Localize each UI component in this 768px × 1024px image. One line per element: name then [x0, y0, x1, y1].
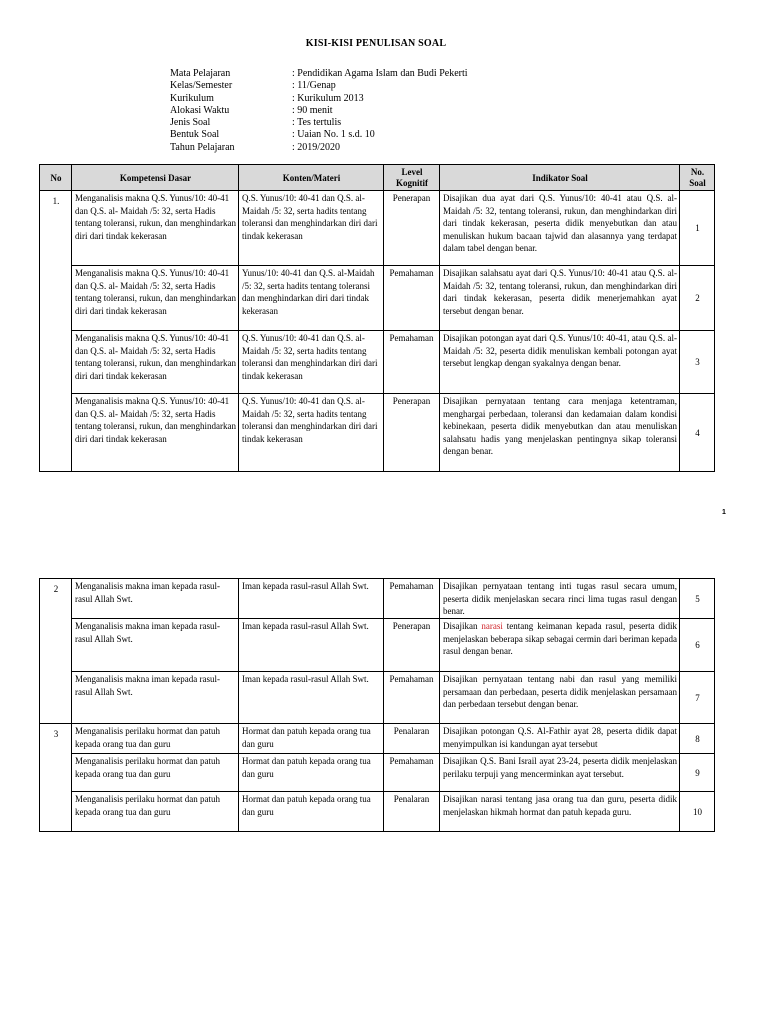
- material-cell: Iman kepada rasul-rasul Allah Swt.: [239, 619, 384, 672]
- table-header-row: [40, 165, 715, 191]
- question-number-cell: 2: [680, 266, 715, 331]
- question-number-cell: 10: [680, 792, 715, 832]
- info-label: Jenis Soal: [170, 117, 211, 129]
- indicator-text: tentang keimanan kepada rasul, peserta didik menjelaskan beberapa sikap sebagai cermin dari beriman kepada rasul dengan benar.: [443, 621, 677, 656]
- material-cell: Hormat dan patuh kepada orang tua dan guru: [239, 754, 384, 792]
- competency-cell: Menganalisis perilaku hormat dan patuh kepada orang tua dan guru: [72, 792, 239, 832]
- level-cell: Pemahaman: [384, 672, 440, 724]
- level-cell: Penerapan: [384, 394, 440, 472]
- material-cell: Q.S. Yunus/10: 40-41 dan Q.S. al-Maidah /5: 32, serta hadits tentang toleransi dan menghindarkan diri dari tindak kekerasan: [239, 191, 384, 266]
- header-no: No: [40, 165, 72, 191]
- question-number-cell: 8: [680, 724, 715, 754]
- indicator-cell: Disajikan potongan ayat dari Q.S. Yunus/10: 40-41, atau Q.S. al-Maidah /5: 32, peserta didik menuliskan kembali potongan ayat tersebut lengkap dengan syakalnya dengan benar.: [440, 331, 680, 394]
- row-number: 1.: [40, 191, 72, 472]
- header-material: Konten/Materi: [239, 165, 384, 191]
- material-cell: Iman kepada rasul-rasul Allah Swt.: [239, 672, 384, 724]
- indicator-cell: Disajikan salahsatu ayat dari Q.S. Yunus/10: 40-41 atau Q.S. al- Maidah /5: 32, tentang toleransi, rukun, dan menghindarkan diri dari tindak kekerasan, peserta didik menerjemahkan ayat tersebut dengan benar.: [440, 266, 680, 331]
- material-cell: Iman kepada rasul-rasul Allah Swt.: [239, 579, 384, 619]
- header-question-number: No. Soal: [680, 165, 715, 191]
- indicator-cell: Disajikan pernyataan tentang cara menjaga ketentraman, menghargai perbedaan, toleransi dan kedamaian dalam kondisi kebinekaan, peserta didik menyebutkan dan atau menuliskan salahsatu hadis yang menjelaskan pentingnya sikap toleransi dengan benar.: [440, 394, 680, 472]
- header-cognitive-level: Level Kognitif: [384, 165, 440, 191]
- material-cell: Hormat dan patuh kepada orang tua dan guru: [239, 792, 384, 832]
- info-value: : 90 menit: [292, 104, 333, 116]
- level-cell: Pemahaman: [384, 579, 440, 619]
- competency-cell: Menganalisis makna Q.S. Yunus/10: 40-41 dan Q.S. al- Maidah /5: 32, serta Hadis tentang toleransi, rukun, dan menghindarkan diri dari tindak kekerasan: [72, 331, 239, 394]
- header-competency: Kompetensi Dasar: [72, 165, 239, 191]
- grid-table-page-1: [39, 164, 715, 472]
- competency-cell: Menganalisis makna iman kepada rasul-rasul Allah Swt.: [72, 579, 239, 619]
- table-row: [40, 724, 715, 754]
- question-number-cell: 1: [680, 191, 715, 266]
- info-value: : 2019/2020: [292, 141, 341, 153]
- material-cell: Hormat dan patuh kepada orang tua dan guru: [239, 724, 384, 754]
- info-label: Kelas/Semester: [170, 80, 233, 92]
- info-row-subject: [170, 68, 468, 80]
- indicator-cell: [440, 619, 680, 672]
- info-value: : Uaian No. 1 s.d. 10: [292, 129, 375, 141]
- level-cell: Penalaran: [384, 724, 440, 754]
- question-number-cell: 4: [680, 394, 715, 472]
- table-row: [40, 792, 715, 832]
- level-cell: Penerapan: [384, 191, 440, 266]
- material-cell: Yunus/10: 40-41 dan Q.S. al-Maidah /5: 32, serta hadits tentang toleransi dan menghindarkan diri dari tindak kekerasan: [239, 266, 384, 331]
- competency-cell: Menganalisis perilaku hormat dan patuh kepada orang tua dan guru: [72, 754, 239, 792]
- indicator-cell: Disajikan pernyataan tentang inti tugas rasul secara umum, peserta didik menjelaskan secara rinci lima tugas rasul dengan benar.: [440, 579, 680, 619]
- question-number-cell: 5: [680, 579, 715, 619]
- table-row: [40, 579, 715, 619]
- material-cell: Q.S. Yunus/10: 40-41 dan Q.S. al-Maidah /5: 32, serta hadits tentang toleransi dan menghindarkan diri dari tindak kekerasan: [239, 394, 384, 472]
- table-row: [40, 266, 715, 331]
- competency-cell: Menganalisis makna iman kepada rasul-rasul Allah Swt.: [72, 672, 239, 724]
- info-row-year: [170, 142, 468, 154]
- table-row: [40, 394, 715, 472]
- table-row: [40, 619, 715, 672]
- highlighted-word: narasi: [481, 621, 503, 631]
- table-row: [40, 754, 715, 792]
- level-cell: Pemahaman: [384, 266, 440, 331]
- question-number-cell: 9: [680, 754, 715, 792]
- question-number-cell: 6: [680, 619, 715, 672]
- level-cell: Penerapan: [384, 619, 440, 672]
- competency-cell: Menganalisis makna iman kepada rasul-rasul Allah Swt.: [72, 619, 239, 672]
- row-number: 2: [40, 579, 72, 724]
- level-cell: Pemahaman: [384, 754, 440, 792]
- competency-cell: Menganalisis perilaku hormat dan patuh kepada orang tua dan guru: [72, 724, 239, 754]
- competency-cell: Menganalisis makna Q.S. Yunus/10: 40-41 dan Q.S. al- Maidah /5: 32, serta Hadis tentang toleransi, rukun, dan menghindarkan diri dari tindak kekerasan: [72, 394, 239, 472]
- indicator-cell: Disajikan pernyataan tentang nabi dan rasul yang memiliki persamaan dan perbedaan, peserta didik menjelaskan persamaan dan perbedaan tersebut dengan benar.: [440, 672, 680, 724]
- info-row-curriculum: [170, 93, 468, 105]
- competency-cell: Menganalisis makna Q.S. Yunus/10: 40-41 dan Q.S. al- Maidah /5: 32, serta Hadis tentang toleransi, rukun, dan menghindarkan diri dari tindak kekerasan: [72, 266, 239, 331]
- info-label: Alokasi Waktu: [170, 104, 230, 116]
- info-row-test-type: [170, 117, 468, 129]
- question-number-cell: 3: [680, 331, 715, 394]
- question-number-cell: 7: [680, 672, 715, 724]
- indicator-text: Disajikan: [443, 621, 482, 631]
- info-value: : Tes tertulis: [292, 117, 342, 129]
- info-value: : Pendidikan Agama Islam dan Budi Pekerti: [292, 68, 468, 79]
- indicator-cell: Disajikan dua ayat dari Q.S. Yunus/10: 40-41 atau Q.S. al- Maidah /5: 32, tentang toleransi, rukun, dan menghindarkan diri dari tindak kekerasan, peserta didik menyebutkan dan atau menuliskan hukum bacaan tajwid dan alasannya yang terdapat dalam tabel dengan benar.: [440, 191, 680, 266]
- indicator-cell: Disajikan narasi tentang jasa orang tua dan guru, peserta didik menjelaskan hikmah hormat dan patuh kepada guru.: [440, 792, 680, 832]
- header-indicator: Indikator Soal: [440, 165, 680, 191]
- grid-table-page-2: [39, 578, 715, 832]
- info-label: Tahun Pelajaran: [170, 141, 235, 153]
- info-label: Bentuk Soal: [170, 129, 220, 141]
- competency-cell: Menganalisis makna Q.S. Yunus/10: 40-41 dan Q.S. al- Maidah /5: 32, serta Hadis tentang toleransi, rukun, dan menghindarkan diri dari tindak kekerasan: [72, 191, 239, 266]
- document-info: [170, 68, 468, 154]
- level-cell: Penalaran: [384, 792, 440, 832]
- page-title: KISI-KISI PENULISAN SOAL: [305, 38, 447, 49]
- level-cell: Pemahaman: [384, 331, 440, 394]
- material-cell: Q.S. Yunus/10: 40-41 dan Q.S. al-Maidah /5: 32, serta hadits tentang toleransi dan menghindarkan diri dari tindak kekerasan: [239, 331, 384, 394]
- info-row-duration: [170, 105, 468, 117]
- table-row: [40, 331, 715, 394]
- indicator-cell: Disajikan Q.S. Bani Israil ayat 23-24, peserta didik menjelaskan perilaku terpuji yang mencerminkan ayat tersebut.: [440, 754, 680, 792]
- indicator-cell: Disajikan potongan Q.S. Al-Fathir ayat 28, peserta didik dapat menyimpulkan isi kandungan ayat tersebut: [440, 724, 680, 754]
- row-number: 3: [40, 724, 72, 832]
- table-row: [40, 672, 715, 724]
- page-number: 1: [722, 509, 726, 516]
- info-value: : 11/Genap: [292, 80, 336, 92]
- info-row-class: [170, 80, 468, 92]
- info-row-question-form: [170, 129, 468, 141]
- info-label: Mata Pelajaran: [170, 68, 231, 79]
- info-value: : Kurikulum 2013: [292, 92, 364, 104]
- table-row: [40, 191, 715, 266]
- info-label: Kurikulum: [170, 92, 214, 104]
